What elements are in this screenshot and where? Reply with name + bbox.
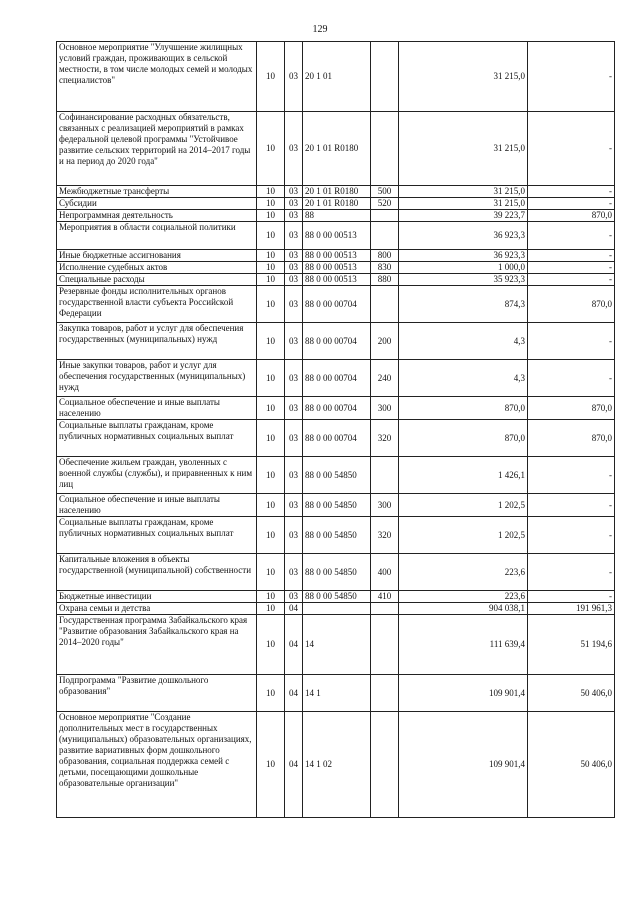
section-code: 10 — [257, 112, 285, 186]
subsection-code: 03 — [285, 494, 303, 517]
table-row — [57, 286, 615, 323]
row-name: Иные бюджетные ассигнования — [57, 250, 257, 262]
amount-total: 109 901,4 — [399, 712, 528, 818]
section-code: 10 — [257, 517, 285, 554]
expense-type-code: 400 — [371, 554, 399, 591]
amount-federal: - — [528, 186, 615, 198]
expense-type-code — [371, 286, 399, 323]
amount-federal: - — [528, 112, 615, 186]
subsection-code: 04 — [285, 603, 303, 615]
target-article-code: 20 1 01 R0180 — [303, 112, 371, 186]
target-article-code: 88 0 00 00704 — [303, 420, 371, 457]
section-code: 10 — [257, 615, 285, 675]
budget-table — [56, 41, 615, 818]
row-name: Закупка товаров, работ и услуг для обеспечения государственных (муниципальных) нужд — [57, 323, 257, 360]
subsection-code: 03 — [285, 222, 303, 250]
amount-federal: - — [528, 457, 615, 494]
row-name: Социальные выплаты гражданам, кроме публичных нормативных социальных выплат — [57, 420, 257, 457]
subsection-code: 03 — [285, 591, 303, 603]
expense-type-code: 410 — [371, 591, 399, 603]
expense-type-code: 300 — [371, 397, 399, 420]
section-code: 10 — [257, 457, 285, 494]
expense-type-code: 830 — [371, 262, 399, 274]
amount-federal: 870,0 — [528, 210, 615, 222]
table-row — [57, 603, 615, 615]
table-row — [57, 250, 615, 262]
target-article-code: 20 1 01 R0180 — [303, 198, 371, 210]
table-row — [57, 210, 615, 222]
row-name: Резервные фонды исполнительных органов государственной власти субъекта Российской Федерации — [57, 286, 257, 323]
row-name: Субсидии — [57, 198, 257, 210]
amount-total: 4,3 — [399, 360, 528, 397]
amount-federal: - — [528, 360, 615, 397]
subsection-code: 03 — [285, 112, 303, 186]
row-name: Государственная программа Забайкальского края "Развитие образования Забайкальского края на 2014–2020 годы" — [57, 615, 257, 675]
target-article-code: 88 0 00 00704 — [303, 323, 371, 360]
amount-federal: - — [528, 517, 615, 554]
row-name: Капитальные вложения в объекты государственной (муниципальной) собственности — [57, 554, 257, 591]
subsection-code: 03 — [285, 286, 303, 323]
target-article-code: 88 0 00 00513 — [303, 222, 371, 250]
table-row — [57, 494, 615, 517]
amount-total: 31 215,0 — [399, 42, 528, 112]
subsection-code: 03 — [285, 420, 303, 457]
row-name: Обеспечение жильем граждан, уволенных с военной службы (службы), и приравненных к ним лиц — [57, 457, 257, 494]
expense-type-code — [371, 222, 399, 250]
table-row — [57, 397, 615, 420]
expense-type-code: 320 — [371, 517, 399, 554]
subsection-code: 04 — [285, 615, 303, 675]
table-row — [57, 712, 615, 818]
table-row — [57, 112, 615, 186]
target-article-code: 88 0 00 00704 — [303, 397, 371, 420]
amount-federal: - — [528, 591, 615, 603]
table-row — [57, 42, 615, 112]
section-code: 10 — [257, 262, 285, 274]
expense-type-code — [371, 210, 399, 222]
amount-total: 36 923,3 — [399, 250, 528, 262]
amount-federal: 870,0 — [528, 420, 615, 457]
target-article-code: 88 0 00 54850 — [303, 554, 371, 591]
expense-type-code — [371, 712, 399, 818]
amount-total: 36 923,3 — [399, 222, 528, 250]
expense-type-code: 800 — [371, 250, 399, 262]
target-article-code: 14 1 — [303, 675, 371, 712]
amount-total: 1 426,1 — [399, 457, 528, 494]
section-code: 10 — [257, 675, 285, 712]
expense-type-code — [371, 42, 399, 112]
expense-type-code: 200 — [371, 323, 399, 360]
row-name: Социальное обеспечение и иные выплаты населению — [57, 494, 257, 517]
subsection-code: 03 — [285, 186, 303, 198]
amount-federal: - — [528, 262, 615, 274]
target-article-code — [303, 603, 371, 615]
expense-type-code: 300 — [371, 494, 399, 517]
amount-federal: 50 406,0 — [528, 712, 615, 818]
section-code: 10 — [257, 420, 285, 457]
subsection-code: 03 — [285, 42, 303, 112]
target-article-code: 88 0 00 54850 — [303, 591, 371, 603]
target-article-code: 88 0 00 00513 — [303, 262, 371, 274]
expense-type-code: 240 — [371, 360, 399, 397]
expense-type-code: 520 — [371, 198, 399, 210]
target-article-code: 88 0 00 00513 — [303, 274, 371, 286]
row-name: Софинансирование расходных обязательств, связанных с реализацией мероприятий в рамках федеральной целевой программы "Устойчивое развитие сельских территорий на 2014–2017 годы и на период до 2020 года" — [57, 112, 257, 186]
table-row — [57, 457, 615, 494]
table-row — [57, 675, 615, 712]
expense-type-code: 500 — [371, 186, 399, 198]
page-number: 129 — [312, 24, 328, 35]
row-name: Социальное обеспечение и иные выплаты населению — [57, 397, 257, 420]
target-article-code: 20 1 01 R0180 — [303, 186, 371, 198]
table-row — [57, 222, 615, 250]
section-code: 10 — [257, 397, 285, 420]
amount-total: 39 223,7 — [399, 210, 528, 222]
section-code: 10 — [257, 210, 285, 222]
amount-federal: - — [528, 198, 615, 210]
amount-total: 1 000,0 — [399, 262, 528, 274]
target-article-code: 88 0 00 54850 — [303, 494, 371, 517]
table-row — [57, 360, 615, 397]
amount-federal: - — [528, 274, 615, 286]
subsection-code: 03 — [285, 274, 303, 286]
row-name: Подпрограмма "Развитие дошкольного образования" — [57, 675, 257, 712]
table-row — [57, 420, 615, 457]
section-code: 10 — [257, 591, 285, 603]
subsection-code: 03 — [285, 517, 303, 554]
section-code: 10 — [257, 494, 285, 517]
expense-type-code: 880 — [371, 274, 399, 286]
subsection-code: 03 — [285, 262, 303, 274]
amount-total: 109 901,4 — [399, 675, 528, 712]
row-name: Специальные расходы — [57, 274, 257, 286]
table-row — [57, 262, 615, 274]
section-code: 10 — [257, 323, 285, 360]
row-name: Непрограммная деятельность — [57, 210, 257, 222]
target-article-code: 88 0 00 54850 — [303, 457, 371, 494]
target-article-code: 88 — [303, 210, 371, 222]
amount-federal: 50 406,0 — [528, 675, 615, 712]
section-code: 10 — [257, 42, 285, 112]
amount-total: 4,3 — [399, 323, 528, 360]
expense-type-code: 320 — [371, 420, 399, 457]
amount-total: 904 038,1 — [399, 603, 528, 615]
subsection-code: 03 — [285, 250, 303, 262]
section-code: 10 — [257, 360, 285, 397]
amount-federal: 870,0 — [528, 397, 615, 420]
amount-federal: - — [528, 494, 615, 517]
row-name: Охрана семьи и детства — [57, 603, 257, 615]
amount-total: 31 215,0 — [399, 198, 528, 210]
subsection-code: 04 — [285, 712, 303, 818]
amount-total: 31 215,0 — [399, 186, 528, 198]
amount-total: 31 215,0 — [399, 112, 528, 186]
subsection-code: 03 — [285, 457, 303, 494]
amount-federal: - — [528, 42, 615, 112]
amount-federal: - — [528, 250, 615, 262]
amount-total: 111 639,4 — [399, 615, 528, 675]
amount-federal: - — [528, 323, 615, 360]
amount-total: 35 923,3 — [399, 274, 528, 286]
amount-total: 1 202,5 — [399, 494, 528, 517]
target-article-code: 88 0 00 00704 — [303, 286, 371, 323]
expense-type-code — [371, 603, 399, 615]
amount-total: 1 202,5 — [399, 517, 528, 554]
amount-federal: - — [528, 554, 615, 591]
section-code: 10 — [257, 222, 285, 250]
table-row — [57, 591, 615, 603]
table-row — [57, 323, 615, 360]
expense-type-code — [371, 457, 399, 494]
row-name: Межбюджетные трансферты — [57, 186, 257, 198]
amount-total: 870,0 — [399, 397, 528, 420]
row-name: Исполнение судебных актов — [57, 262, 257, 274]
subsection-code: 03 — [285, 323, 303, 360]
table-row — [57, 554, 615, 591]
row-name: Социальные выплаты гражданам, кроме публичных нормативных социальных выплат — [57, 517, 257, 554]
amount-federal: - — [528, 222, 615, 250]
table-row — [57, 274, 615, 286]
subsection-code: 03 — [285, 397, 303, 420]
subsection-code: 03 — [285, 210, 303, 222]
section-code: 10 — [257, 554, 285, 591]
target-article-code: 20 1 01 — [303, 42, 371, 112]
amount-federal: 191 961,3 — [528, 603, 615, 615]
target-article-code: 14 1 02 — [303, 712, 371, 818]
section-code: 10 — [257, 250, 285, 262]
target-article-code: 88 0 00 00704 — [303, 360, 371, 397]
row-name: Основное мероприятие "Создание дополнительных мест в государственных (муниципальных) образовательных организациях, развитие вариативных форм дошкольного образования, социальная поддержка семей с детьми, посещающими дошкольные образовательные организации" — [57, 712, 257, 818]
table-row — [57, 198, 615, 210]
expense-type-code — [371, 112, 399, 186]
target-article-code: 14 — [303, 615, 371, 675]
section-code: 10 — [257, 198, 285, 210]
table-row — [57, 186, 615, 198]
row-name: Бюджетные инвестиции — [57, 591, 257, 603]
row-name: Иные закупки товаров, работ и услуг для обеспечения государственных (муниципальных) нужд — [57, 360, 257, 397]
section-code: 10 — [257, 274, 285, 286]
target-article-code: 88 0 00 00513 — [303, 250, 371, 262]
subsection-code: 03 — [285, 554, 303, 591]
amount-total: 223,6 — [399, 591, 528, 603]
row-name: Мероприятия в области социальной политики — [57, 222, 257, 250]
row-name: Основное мероприятие "Улучшение жилищных условий граждан, проживающих в сельской местности, в том числе молодых семей и молодых специалистов" — [57, 42, 257, 112]
section-code: 10 — [257, 712, 285, 818]
amount-total: 870,0 — [399, 420, 528, 457]
section-code: 10 — [257, 603, 285, 615]
amount-federal: 51 194,6 — [528, 615, 615, 675]
target-article-code: 88 0 00 54850 — [303, 517, 371, 554]
subsection-code: 03 — [285, 360, 303, 397]
table-row — [57, 517, 615, 554]
section-code: 10 — [257, 186, 285, 198]
expense-type-code — [371, 615, 399, 675]
table-row — [57, 615, 615, 675]
amount-total: 874,3 — [399, 286, 528, 323]
amount-total: 223,6 — [399, 554, 528, 591]
subsection-code: 03 — [285, 198, 303, 210]
section-code: 10 — [257, 286, 285, 323]
subsection-code: 04 — [285, 675, 303, 712]
expense-type-code — [371, 675, 399, 712]
amount-federal: 870,0 — [528, 286, 615, 323]
